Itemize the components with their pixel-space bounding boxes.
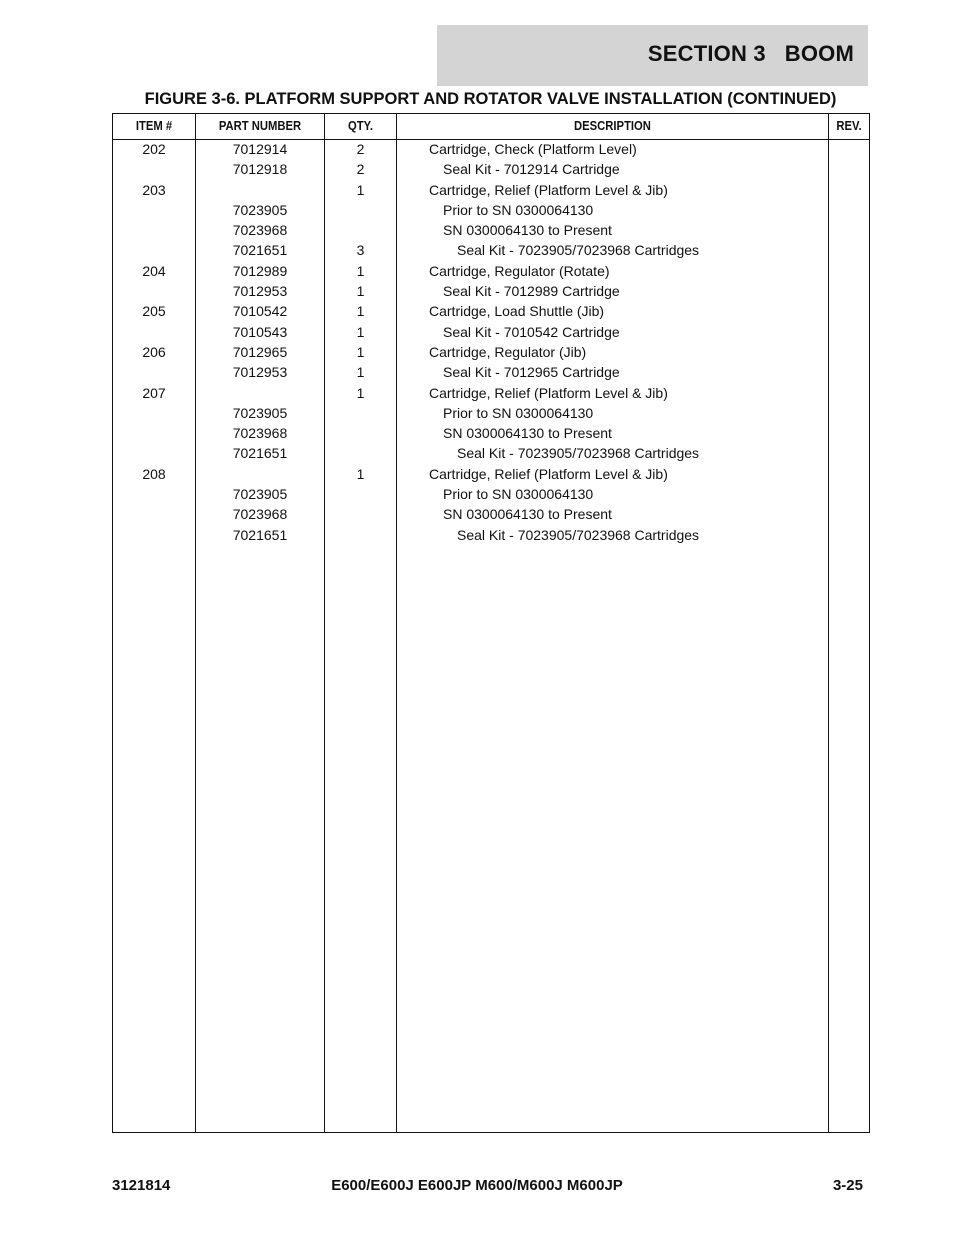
part-number-cell: 7012953: [232, 283, 288, 300]
qty-cell: 2: [356, 161, 365, 178]
table-row: [113, 159, 869, 179]
item-cell: 206: [142, 343, 166, 360]
column-header-description: DESCRIPTION: [574, 119, 651, 133]
part-number-cell: 7012918: [232, 161, 288, 178]
part-number-cell: 7010542: [232, 303, 288, 320]
column-header-qty: QTY.: [347, 119, 374, 133]
table-row: [113, 301, 869, 321]
qty-cell: 1: [356, 465, 365, 482]
item-cell: 204: [142, 262, 166, 279]
column-header-item: ITEM #: [135, 119, 173, 133]
section-header: [437, 25, 868, 86]
qty-cell: 1: [356, 303, 365, 320]
description-cell: SN 0300064130 to Present: [443, 425, 612, 442]
footer-page-number: 3-25: [832, 1177, 863, 1194]
qty-cell: 1: [356, 181, 365, 198]
description-cell: Seal Kit - 7012914 Cartridge: [443, 161, 620, 178]
item-cell: 203: [142, 181, 166, 198]
section-title: SECTION 3 BOOM: [647, 41, 854, 66]
description-cell: SN 0300064130 to Present: [443, 222, 612, 239]
description-cell: Prior to SN 0300064130: [443, 201, 594, 218]
table-row: [113, 342, 869, 362]
qty-cell: 1: [356, 262, 365, 279]
table-row: [113, 403, 869, 423]
part-number-cell: 7010543: [232, 323, 288, 340]
part-number-cell: 7012989: [232, 262, 288, 279]
qty-cell: 1: [356, 384, 365, 401]
part-number-cell: 7021651: [232, 242, 288, 259]
description-cell: Cartridge, Check (Platform Level): [429, 141, 637, 157]
description-cell: Prior to SN 0300064130: [443, 404, 594, 421]
table-row: [113, 261, 869, 281]
part-number-cell: 7023905: [232, 201, 288, 218]
description-cell: SN 0300064130 to Present: [443, 506, 612, 523]
item-cell: 205: [142, 303, 166, 320]
qty-cell: 3: [356, 242, 365, 259]
column-header-rev: REV.: [836, 119, 862, 133]
part-number-cell: 7012953: [232, 364, 288, 381]
table-row: [113, 322, 869, 342]
footer-models: E600/E600J E600JP M600/M600J M600JP: [331, 1177, 623, 1194]
table-row: [113, 220, 869, 240]
part-number-cell: 7023968: [232, 425, 288, 442]
item-cell: 208: [142, 465, 166, 482]
part-number-cell: 7023968: [232, 506, 288, 523]
qty-cell: 1: [356, 323, 365, 340]
description-cell: Seal Kit - 7010542 Cartridge: [443, 323, 620, 340]
item-cell: 207: [142, 384, 166, 401]
description-cell: Cartridge, Regulator (Rotate): [429, 262, 610, 279]
description-cell: Cartridge, Relief (Platform Level & Jib): [429, 384, 668, 401]
description-cell: Seal Kit - 7012989 Cartridge: [443, 283, 620, 300]
table-row: [113, 362, 869, 382]
table-body: [113, 139, 869, 545]
figure-title: FIGURE 3-6. PLATFORM SUPPORT AND ROTATOR VALVE INSTALLATION (CONTINUED): [144, 90, 837, 108]
table-row: [113, 383, 869, 403]
parts-table: [112, 113, 870, 1133]
description-cell: Seal Kit - 7023905/7023968 Cartridges: [457, 526, 700, 543]
part-number-cell: 7023968: [232, 222, 288, 239]
part-number-cell: 7012914: [232, 141, 288, 157]
description-cell: Cartridge, Regulator (Jib): [429, 343, 587, 360]
table-row: [113, 139, 869, 159]
item-cell: 202: [142, 141, 166, 157]
description-cell: Seal Kit - 7023905/7023968 Cartridges: [457, 242, 700, 259]
description-cell: Prior to SN 0300064130: [443, 486, 594, 503]
column-header-part-number: PART NUMBER: [218, 119, 302, 133]
part-number-cell: 7021651: [232, 526, 288, 543]
table-row: [113, 443, 869, 463]
qty-cell: 1: [356, 283, 365, 300]
description-cell: Seal Kit - 7012965 Cartridge: [443, 364, 620, 381]
description-cell: Cartridge, Load Shuttle (Jib): [429, 303, 605, 320]
description-cell: Seal Kit - 7023905/7023968 Cartridges: [457, 445, 700, 462]
part-number-cell: 7012965: [232, 343, 288, 360]
qty-cell: 2: [356, 141, 365, 157]
table-row: [113, 464, 869, 484]
part-number-cell: 7023905: [232, 404, 288, 421]
table-row: [113, 180, 869, 200]
table-row: [113, 200, 869, 220]
part-number-cell: 7023905: [232, 486, 288, 503]
table-row: [113, 281, 869, 301]
qty-cell: 1: [356, 343, 365, 360]
table-row: [113, 423, 869, 443]
qty-cell: 1: [356, 364, 365, 381]
part-number-cell: 7021651: [232, 445, 288, 462]
table-row: [113, 484, 869, 504]
table-row: [113, 240, 869, 260]
table-row: [113, 525, 869, 545]
description-cell: Cartridge, Relief (Platform Level & Jib): [429, 181, 668, 198]
table-row: [113, 504, 869, 524]
footer-doc-number: 3121814: [112, 1177, 171, 1194]
description-cell: Cartridge, Relief (Platform Level & Jib): [429, 465, 668, 482]
